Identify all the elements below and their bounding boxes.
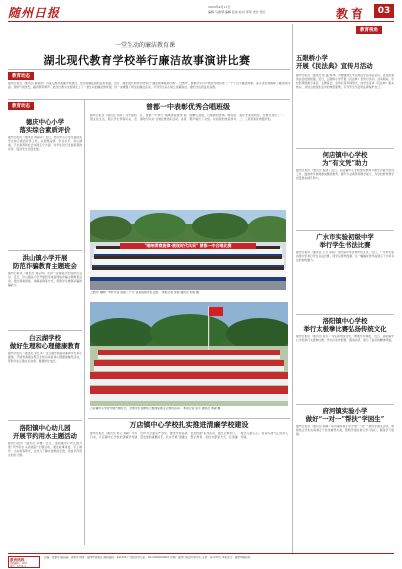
right-divider-1 [296,148,394,149]
right-item-2-body: 随州日报讯（通讯员 王冬 余莉）为传承中华优秀传统文化，近日，广水市实验初级中学举行学生书法比赛，同学们挥毫泼墨，以一幅幅优秀作品展示了中华书法的独特魅力。 [296,251,394,262]
bottom-body: 随州日报讯（通讯员 刘义 刘敏）今年以来，万店镇中心学校把清廉学校建设作为全面从严治党、推进学校高质量发展的重要抓手，扎实开展“清廉文化进校园”系列活动，通过主题党日、警示教育、家校共建等方式，让清廉理念入脑入心，营造风清气正的育人环境。 [90,432,288,439]
flag-ceremony-photo [90,302,288,406]
lead-tag-wrap [8,72,34,79]
right-item-3-body: 随州日报讯（通讯员 何芳）为弘扬传统文化，增强学生体质，近日，洛阳镇中心学校举行太极拳比赛，学生们动作舒展、刚柔并济，展示了良好的精神风貌。 [296,335,394,342]
masthead-rule [8,21,394,22]
right-item-1-body: 随州日报讯（通讯员 程清）近日，何店镇中心学校组织教师开展学历提升培训工作，鼓励青年教师参加继续教育，提升专业素养和教学能力，为学校教育教学质量稳步提升助力。 [296,169,394,180]
feature-headline: 曾都一中表彰优秀合唱班级 [146,102,230,111]
left-tag-wrap [8,102,34,109]
lead-body: 随州日报讯（通讯员 黄丽贤）为深入推进清廉学校建设，营造崇廉拒腐的良好氛围，近日，湖北现代教育学校举行“廉洁故事演讲比赛”。比赛中，参赛选手们声情并茂地讲述了一个个古今廉洁故事，深入浅出地阐释了廉洁的内涵。现场气氛热烈，赢得阵阵掌声。此次比赛为全校师生上了一堂生动的廉洁教育课，进一步增强了师生的廉洁意识，引导学生从小树立崇廉尚洁、遵纪守法的良好品德。 [8,82,290,89]
footer-hotline-line1: 投稿邮箱：szrb [10,562,28,565]
right-column-divider [292,24,293,554]
bottom-headline: 万店镇中心学校扎实推进清廉学校建设 [129,420,249,429]
left-column-divider [84,100,85,545]
left-item-4-body: 随州日报讯（通讯员 李姗）近日，洛阳镇中心幼儿园开展“节约用水 从我做起”主题活动，通过故事讲述、手工制作、小实验等形式，让幼儿了解水资源的宝贵，养成节约用水的好习惯。 [8,442,82,457]
left-item-3-headline: 白云湖学校 做好生理和心理健康教育 [9,334,81,350]
lead-bottom-rule [8,99,290,100]
chorus-photo [90,210,286,290]
left-item-2-headline: 洪山镇小学开展 防范诈骗教育主题班会 [13,254,77,270]
right-divider-3 [296,314,394,315]
editor-credits: 编辑 马素琴 编辑 张伟 校对 李军 设计 吴红 [208,10,266,14]
left-tag: 教育动态 [8,102,34,110]
left-item-1-body: 随州日报讯（通讯员 黄丽萍）近日，德庆中心小学全面落实学生综合素质评价工作，从思想品德、学业水平、身心健康、艺术素养和社会实践五个方面，对学生进行全面客观的评价，促进学生全面发展。 [8,136,82,151]
lead-kicker: 一堂生动的廉洁教育课 [114,42,175,49]
chorus-banner: "唱响青春旋律·展现时代风采" 曾都一中合唱比赛 [120,243,256,249]
right-divider-4 [296,404,394,405]
issue-date: 2023年4月11日 [208,5,231,9]
left-item-2-body: 随州日报讯（通讯员 刘宗辉）为进一步提高学生的防范意识，近日，洪山镇各小学开展防范电信网络诈骗主题教育活动，通过观看视频、讲解案例等方式，帮助学生增强识骗防骗能力。 [8,272,82,287]
footer-notice: 总编：郑建军 副总编：张明华 地址：随州市曾都区 邮政编码：441300 广告经营许可证：4213004000001 印刷：随州日报社印务中心 定价：每月30元 本报发行：随州市邮政局 [44,556,251,559]
left-divider-2 [8,330,82,331]
lead-rule [8,69,290,70]
right-tag-wrap [356,26,382,33]
right-item-4-body: 随州日报讯（通讯员 杨静）府河镇实验小学开展“一对一”帮扶学困生活动，教师结合学生实际制定个性化辅导方案，帮助学困生树立学习信心，提高学习成绩。 [296,425,394,436]
chorus-photo-caption: 上图为“唱响一中好声音 迎接二十大”获奖班级学生合影。 本报记者 李斌 通讯员 刘英 摄 [90,291,199,294]
right-top-body: 随州日报讯（通讯员 陈 磊 徐琴）为增强师生学法知法守法用法意识，营造浓厚的法治校园氛围，近日，五眼桥小学开展《民法典》宣传月活动。活动期间，学校利用国旗下讲话、主题班会、宣传栏等多种形式，向学生宣讲《民法典》相关知识，并结合校园生活中的典型案例，引导学生学会用法律保护自己。 [296,74,394,89]
right-item-1-headline: 何店镇中心学校 为“有文凭”助力 [322,151,368,167]
footer-hotline-box [8,556,40,568]
left-divider-1 [8,250,82,251]
right-item-3-headline: 洛阳镇中心学校 举行太极拳比赛弘扬传统文化 [303,317,387,333]
flag-ceremony-photo-art [90,302,288,406]
right-tag: 教育视角 [356,26,382,34]
footer-rule [8,553,394,554]
bottom-rule [88,418,290,419]
right-top-headline: 五眼桥小学 开展《民法典》宣传月活动 [296,54,373,70]
feature-body: 随州日报讯（通讯员 刘英）为丰富校园文化生活，展示学生青春风采，近日，曾都一中举行“唱响青春旋律 展现时代风采”合唱比赛表彰活动。各班级精心准备，以饱满的热情、嘹亮的歌声唱出了对党、对祖国的热爱和对美好未来的向往。比赛评选出了一、二、三等奖和优秀组织奖。 [90,114,286,121]
left-divider-3 [8,420,82,421]
lead-headline: 湖北现代教育学校举行廉洁故事演讲比赛 [43,54,251,67]
left-item-4-headline: 洛阳镇中心幼儿园 开展节约用水主题活动 [13,424,77,440]
left-item-1-headline: 德庆中心小学 落实综合素质评价 [19,118,71,134]
page-number: 03 [374,4,394,18]
right-item-2-headline: 广水市实验初级中学 举行学生书法比赛 [316,233,374,249]
right-item-4-headline: 府河镇实验小学 做好“一对一”帮扶“学困生” [305,407,385,423]
flag-photo-caption: 万店镇中心学校开展升旗仪式，全体学生在操场上参加爱国主义教育活动。 本报记者 张平 通讯员 刘敏 摄 [90,407,221,410]
newspaper-masthead: 随州日报 [8,6,61,20]
right-divider-2 [296,230,394,231]
section-title: 教育 [335,7,366,21]
footer-hotline-title: 教育热线 [10,558,25,562]
chorus-photo-art [90,210,286,290]
footer-hotline-line2: 电话：0722-3 [10,564,26,568]
lead-tag: 教育动态 [8,72,34,80]
left-item-3-body: 随州日报讯（通讯员 李红英）白云湖学校高度重视学生身心健康，开展青春期生理卫生知识讲座和心理健康辅导活动，帮助学生正确认识自我，健康快乐成长。 [8,352,82,363]
